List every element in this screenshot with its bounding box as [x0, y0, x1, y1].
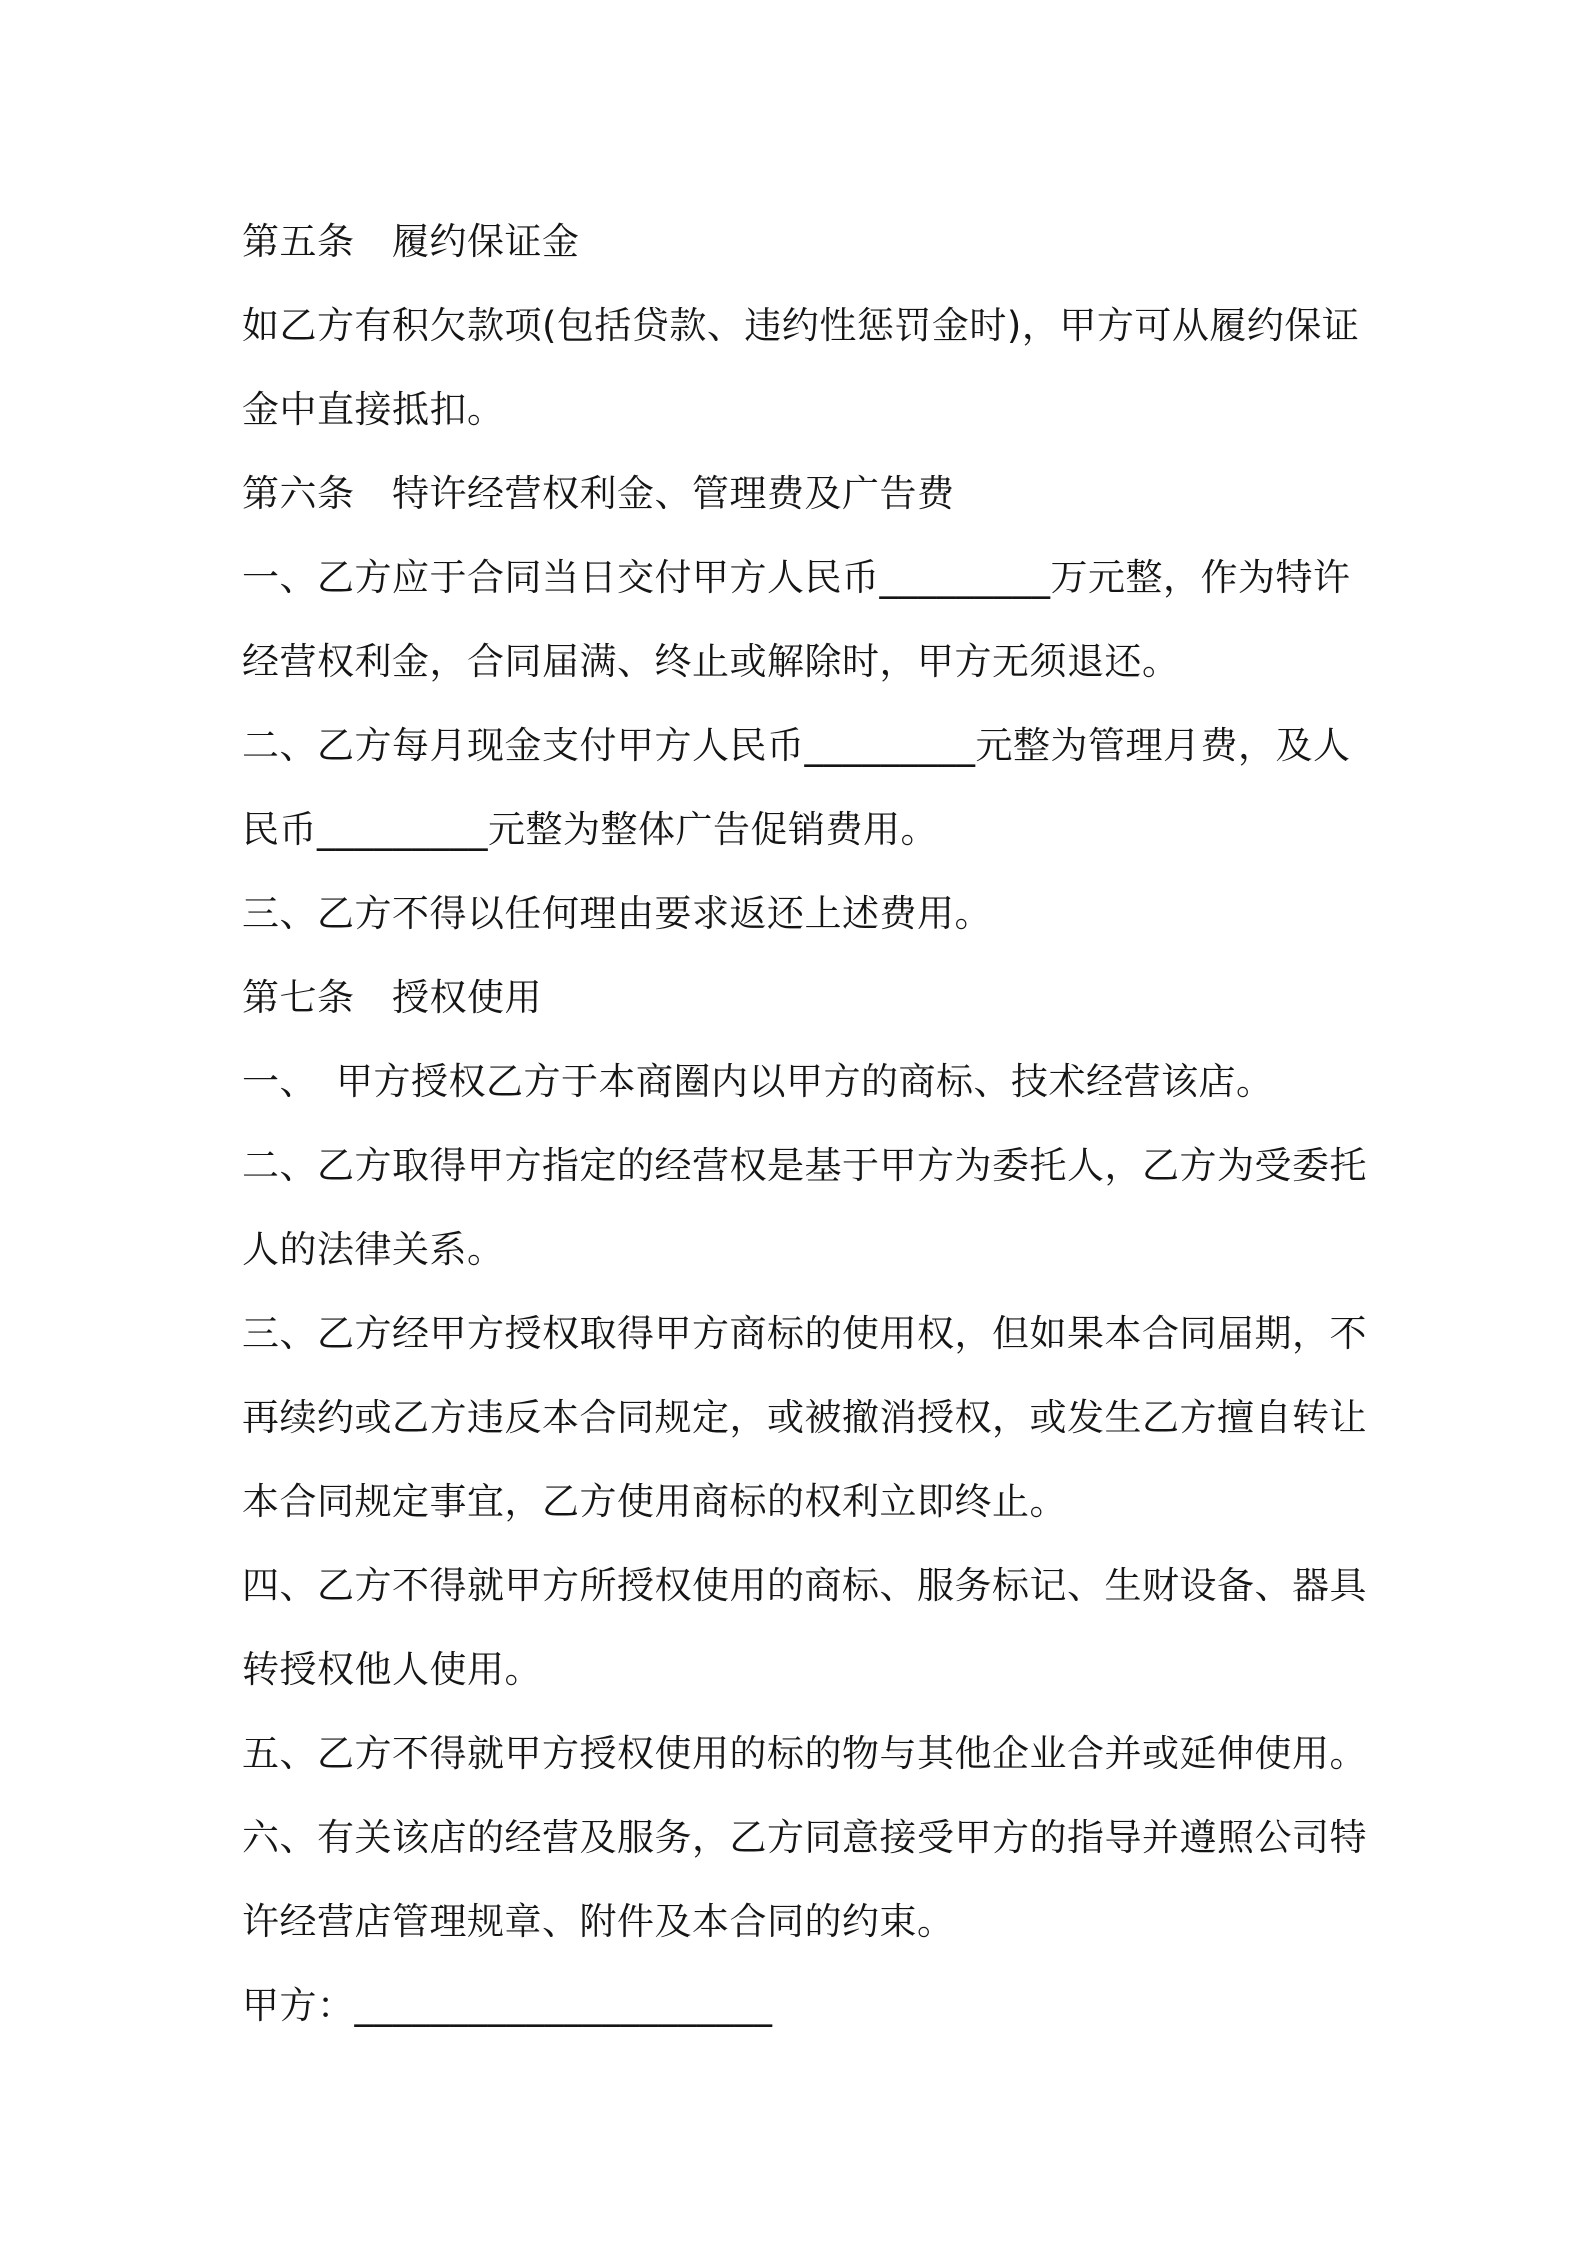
- article-7-item-3-line-1: 三、乙方经甲方授权取得甲方商标的使用权，但如果本合同届期，不: [242, 1312, 1367, 1355]
- article-6-item-3: 三、乙方不得以任何理由要求返还上述费用。: [242, 892, 992, 935]
- article-7-item-2-line-2: 人的法律关系。: [242, 1228, 505, 1271]
- article-7-item-6-line-2: 许经营店管理规章、附件及本合同的约束。: [242, 1900, 955, 1943]
- article-6-item-1-line-1: 一、乙方应于合同当日交付甲方人民币_________万元整，作为特许: [242, 556, 1351, 599]
- article-7-item-4-line-2: 转授权他人使用。: [242, 1648, 542, 1691]
- article-7-item-2-line-1: 二、乙方取得甲方指定的经营权是基于甲方为委托人，乙方为受委托: [242, 1144, 1367, 1187]
- article-5-heading: 第五条 履约保证金: [242, 220, 580, 263]
- article-7-item-3-line-3: 本合同规定事宜，乙方使用商标的权利立即终止。: [242, 1480, 1067, 1523]
- article-7-item-5: 五、乙方不得就甲方授权使用的标的物与其他企业合并或延伸使用。: [242, 1732, 1367, 1775]
- article-7-item-6-line-1: 六、有关该店的经营及服务，乙方同意接受甲方的指导并遵照公司特: [242, 1816, 1367, 1859]
- document-body: [242, 200, 1367, 2048]
- article-5-text-line-2: 金中直接抵扣。: [242, 388, 505, 431]
- article-6-item-2-line-1: 二、乙方每月现金支付甲方人民币_________元整为管理月费，及人: [242, 724, 1351, 767]
- article-7-item-3-line-2: 再续约或乙方违反本合同规定，或被撤消授权，或发生乙方擅自转让: [242, 1396, 1367, 1439]
- article-6-item-2-line-2: 民币_________元整为整体广告促销费用。: [242, 808, 938, 851]
- article-7-heading: 第七条 授权使用: [242, 976, 542, 1019]
- article-6-heading: 第六条 特许经营权利金、管理费及广告费: [242, 472, 955, 515]
- party-a-signature-line: 甲方：______________________: [242, 1984, 773, 2027]
- article-6-item-1-line-2: 经营权利金，合同届满、终止或解除时，甲方无须退还。: [242, 640, 1180, 683]
- article-7-item-4-line-1: 四、乙方不得就甲方所授权使用的商标、服务标记、生财设备、器具: [242, 1564, 1367, 1607]
- article-7-item-1: 一、 甲方授权乙方于本商圈内以甲方的商标、技术经营该店。: [242, 1060, 1274, 1103]
- article-5-text-line-1: 如乙方有积欠款项(包括贷款、违约性惩罚金时)，甲方可从履约保证: [242, 304, 1360, 347]
